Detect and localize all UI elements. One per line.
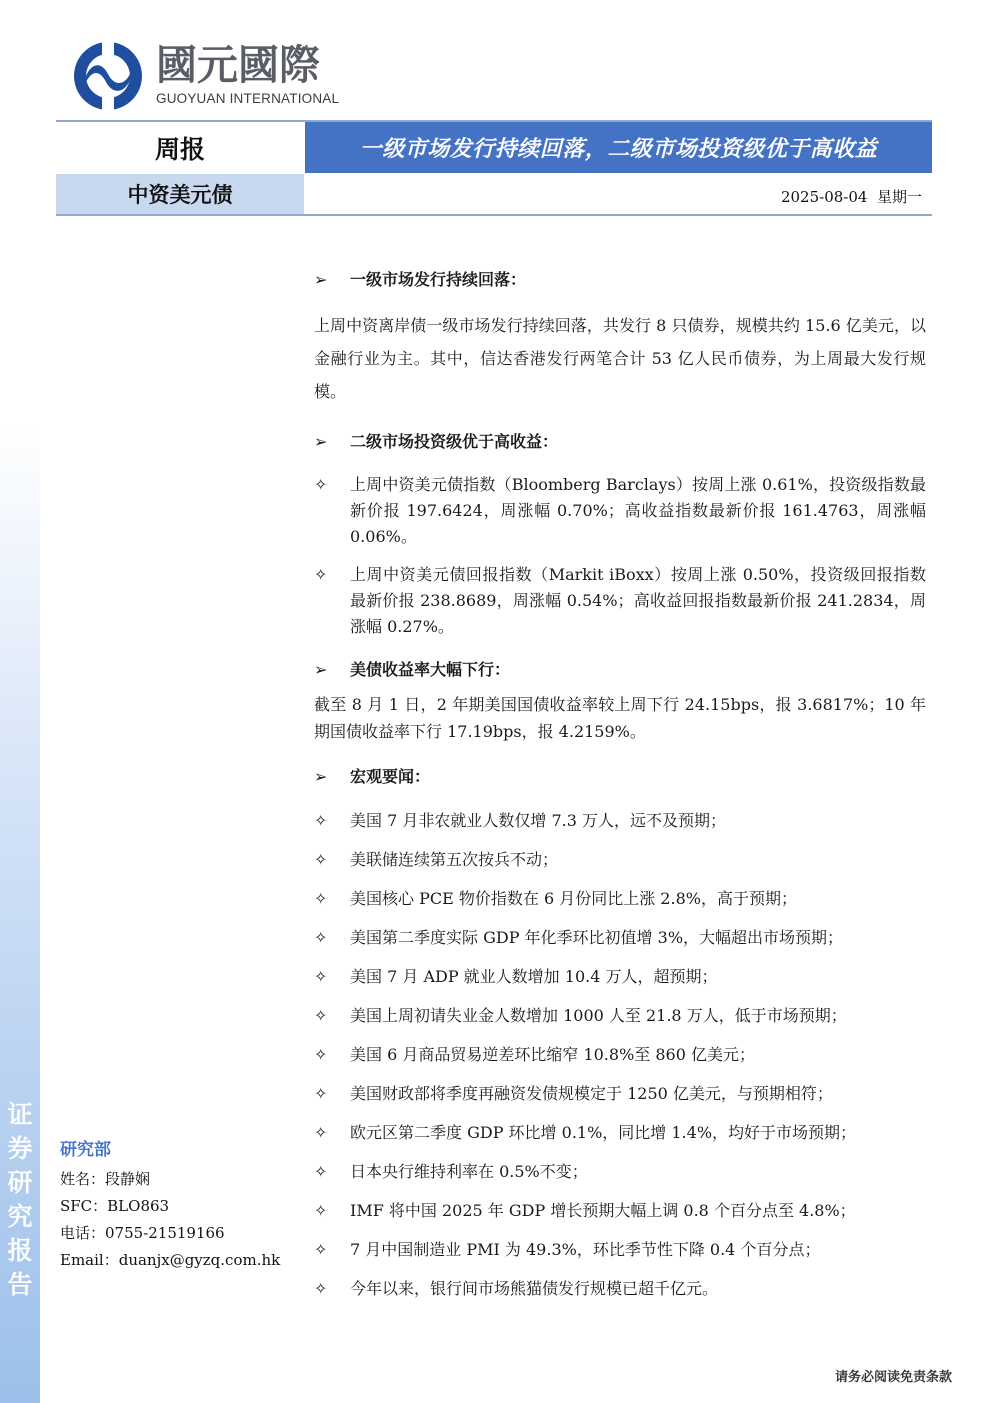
paragraph: 上周中资离岸债一级市场发行持续回落，共发行 8 只债券，规模共约 15.6 亿美元，以金融行业为主。其中，信达香港发行两笔合计 53 亿人民币债券，为上周最大发行规模。 <box>314 316 926 401</box>
report-date <box>781 187 922 207</box>
list-item: ✧ 今年以来，银行间市场熊猫债发行规模已超千亿元。 <box>314 1269 926 1308</box>
list-item: ✧ 美联储连续第五次按兵不动； <box>314 840 926 879</box>
report-body <box>314 268 926 1308</box>
side-char: 究 <box>7 1202 33 1231</box>
weekday: 星期一 <box>876 188 922 206</box>
section-heading <box>314 765 926 789</box>
bullet-icon: ✧ <box>314 811 328 830</box>
bullet-icon: ✧ <box>314 967 328 986</box>
logo-name-en: GUOYUAN INTERNATIONAL <box>156 91 340 106</box>
side-char: 研 <box>7 1168 33 1197</box>
analyst-name: 姓名：段静娴 <box>60 1170 151 1188</box>
report-category: 中资美元债 <box>56 174 304 214</box>
section-title: 宏观要闻： <box>350 767 431 786</box>
section-heading <box>314 658 926 682</box>
disclaimer-link[interactable]: 请务必阅读免责条款 <box>834 1370 952 1385</box>
bullet-icon: ✧ <box>314 475 328 494</box>
list-item: ✧ 美国第二季度实际 GDP 年化季环比初值增 3%，大幅超出市场预期； <box>314 918 926 957</box>
side-char: 告 <box>7 1270 33 1299</box>
arrow-icon: ➢ <box>314 767 328 786</box>
bullet-icon: ✧ <box>314 1279 328 1298</box>
list-item: ✧ 美国 6 月商品贸易逆差环比缩窄 10.8%至 860 亿美元； <box>314 1035 926 1074</box>
logo-mark-icon <box>72 40 144 112</box>
bullet-icon: ✧ <box>314 1045 328 1064</box>
bullet-icon: ✧ <box>314 1123 328 1142</box>
bullet-icon: ✧ <box>314 1006 328 1025</box>
date-value: 2025-08-04 <box>780 188 868 206</box>
company-logo <box>72 40 342 112</box>
list-item: ✧ 日本央行维持利率在 0.5%不变； <box>314 1152 926 1191</box>
side-char: 证 <box>7 1100 33 1129</box>
section-title: 一级市场发行持续回落： <box>350 270 527 289</box>
section-title: 二级市场投资级优于高收益： <box>350 432 559 451</box>
bullet-icon: ✧ <box>314 889 328 908</box>
paragraph: 截至 8 月 1 日，2 年期美国国债收益率较上周下行 24.15bps，报 3.6817%；10 年期国债收益率下行 17.19bps，报 4.2159%。 <box>314 695 926 741</box>
logo-name-cn: 國元國際 <box>156 41 320 89</box>
section-heading <box>314 268 926 292</box>
side-vertical-label <box>3 1098 37 1302</box>
bullet-icon: ✧ <box>314 1162 328 1181</box>
analyst-department: 研究部 <box>60 1140 111 1160</box>
bullet-icon: ✧ <box>314 565 328 584</box>
bullet-icon: ✧ <box>314 1240 328 1259</box>
arrow-icon: ➢ <box>314 432 328 451</box>
arrow-icon: ➢ <box>314 660 328 679</box>
list-item: ✧ 美国 7 月 ADP 就业人数增加 10.4 万人，超预期； <box>314 957 926 996</box>
list-item: ✧ 美国 7 月非农就业人数仅增 7.3 万人，远不及预期； <box>314 801 926 840</box>
section-title: 美债收益率大幅下行： <box>350 660 511 679</box>
list-item: ✧ 上周中资美元债指数（Bloomberg Barclays）按周上涨 0.61%，投资级指数最新价报 197.6424，周涨幅 0.70%；高收益指数最新价报 161.4763，周涨幅 0.06%。 <box>314 472 926 550</box>
bullet-icon: ✧ <box>314 1201 328 1220</box>
analyst-phone: 电话：0755-21519166 <box>60 1224 225 1242</box>
list-item: ✧ 美国财政部将季度再融资发债规模定于 1250 亿美元，与预期相符； <box>314 1074 926 1113</box>
analyst-email[interactable]: Email：duanjx@gyzq.com.hk <box>60 1251 281 1269</box>
list-item: ✧ 上周中资美元债回报指数（Markit iBoxx）按周上涨 0.50%，投资级回报指数最新价报 238.8689，周涨幅 0.54%；高收益回报指数最新价报 241.2834，周涨幅 0.27%。 <box>314 562 926 640</box>
list-item: ✧ IMF 将中国 2025 年 GDP 增长预期大幅上调 0.8 个百分点至 4.8%； <box>314 1191 926 1230</box>
bullet-icon: ✧ <box>314 928 328 947</box>
list-item: ✧ 美国核心 PCE 物价指数在 6 月份同比上涨 2.8%，高于预期； <box>314 879 926 918</box>
report-title: 一级市场发行持续回落，二级市场投资级优于高收益 <box>305 122 932 173</box>
section-heading <box>314 430 926 454</box>
side-char: 报 <box>7 1236 33 1265</box>
list-item: ✧ 7 月中国制造业 PMI 为 49.3%，环比季节性下降 0.4 个百分点； <box>314 1230 926 1269</box>
list-item: ✧ 欧元区第二季度 GDP 环比增 0.1%，同比增 1.4%，均好于市场预期； <box>314 1113 926 1152</box>
arrow-icon: ➢ <box>314 270 328 289</box>
list-item: ✧ 美国上周初请失业金人数增加 1000 人至 21.8 万人，低于市场预期； <box>314 996 926 1035</box>
side-char: 券 <box>7 1134 33 1163</box>
bullet-icon: ✧ <box>314 850 328 869</box>
macro-news-list <box>314 801 926 1308</box>
report-type: 周报 <box>56 122 304 173</box>
analyst-contact <box>60 1166 280 1274</box>
bullet-icon: ✧ <box>314 1084 328 1103</box>
analyst-sfc: SFC：BLO863 <box>60 1197 170 1215</box>
header-bottom-rule <box>56 214 932 216</box>
